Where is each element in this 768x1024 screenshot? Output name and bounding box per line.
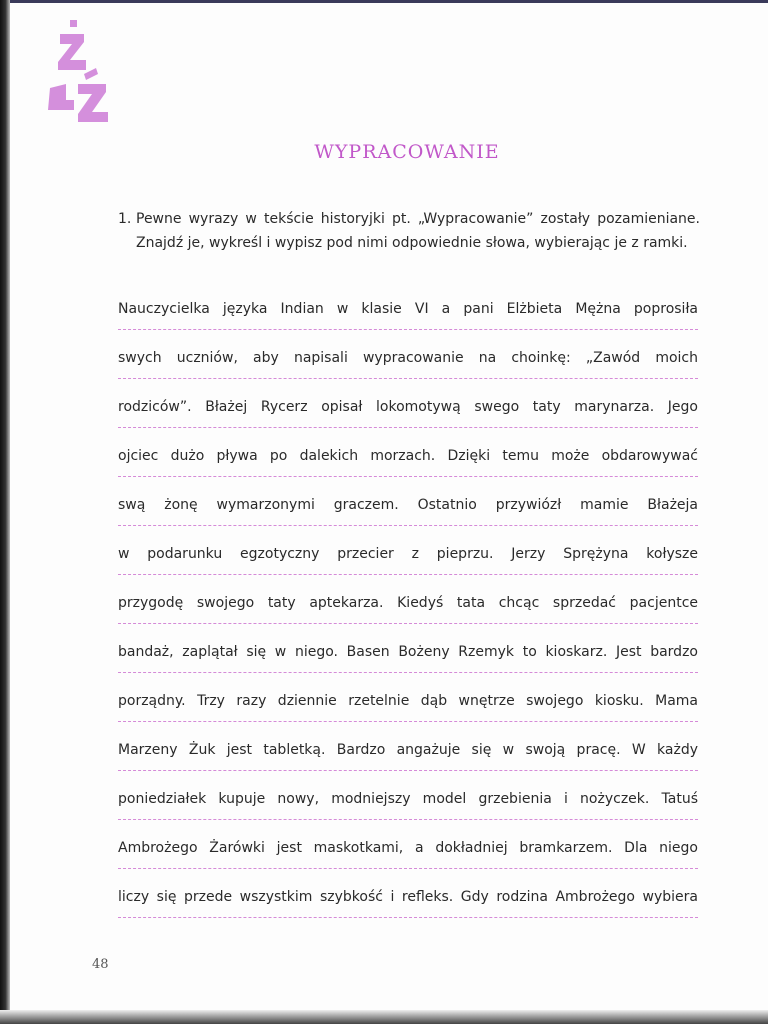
answer-write-line[interactable]	[118, 770, 698, 771]
answer-write-line[interactable]	[118, 427, 698, 428]
answer-write-line[interactable]	[118, 672, 698, 673]
answer-write-line[interactable]	[118, 721, 698, 722]
answer-write-line[interactable]	[118, 819, 698, 820]
story-line	[118, 639, 698, 688]
story-line-text: poniedziałek kupuje nowy, modniejszy model grzebienia i nożyczek. Tatuś	[118, 791, 698, 807]
story-line-text: bandaż, zaplątał się w niego. Basen Bożeny Rzemyk to kioskarz. Jest bardzo	[118, 644, 698, 660]
page-number: 48	[92, 957, 109, 972]
instruction-text: Pewne wyrazy w tekście historyjki pt. „Wypracowanie” zostały pozamieniane. Znajdź je, wykreśl i wypisz pod nimi odpowiednie słowa, wybierając je z ramki.	[136, 211, 700, 251]
story-line-text: Ambrożego Żarówki jest maskotkami, a dokładniej bramkarzem. Dla niego	[118, 840, 698, 856]
story-text	[118, 296, 698, 933]
story-line	[118, 443, 698, 492]
answer-write-line[interactable]	[118, 525, 698, 526]
story-line	[118, 737, 698, 786]
exercise-instruction	[118, 207, 700, 255]
story-line	[118, 541, 698, 590]
story-line	[118, 345, 698, 394]
answer-write-line[interactable]	[118, 329, 698, 330]
answer-write-line[interactable]	[118, 476, 698, 477]
story-line-text: swych uczniów, aby napisali wypracowanie na choinkę: „Zawód moich	[118, 350, 698, 366]
page-bottom-edge	[0, 1010, 768, 1024]
story-line-text: Marzeny Żuk jest tabletką. Bardzo angażuje się w swoją pracę. W każdy	[118, 742, 698, 758]
story-line-text: ojciec dużo pływa po dalekich morzach. Dzięki temu może obdarowywać	[118, 448, 698, 464]
story-line-text: swą żonę wymarzonymi graczem. Ostatnio przywiózł mamie Błażeja	[118, 497, 698, 513]
story-line	[118, 835, 698, 884]
story-line	[118, 492, 698, 541]
story-line	[118, 786, 698, 835]
answer-write-line[interactable]	[118, 378, 698, 379]
letter-z-glyphs-icon	[44, 18, 114, 128]
answer-write-line[interactable]	[118, 868, 698, 869]
story-line-text: przygodę swojego taty aptekarza. Kiedyś tata chcąc sprzedać pacjentce	[118, 595, 698, 611]
story-line-text: rodziców”. Błażej Rycerz opisał lokomotywą swego taty marynarza. Jego	[118, 399, 698, 415]
story-line	[118, 394, 698, 443]
story-line-text: Nauczycielka języka Indian w klasie VI a pani Elżbieta Mężna poprosiła	[118, 301, 698, 317]
answer-write-line[interactable]	[118, 623, 698, 624]
story-line	[118, 884, 698, 933]
page-title: WYPRACOWANIE	[314, 141, 500, 163]
story-line-text: porządny. Trzy razy dziennie rzetelnie dąb wnętrze swojego kiosku. Mama	[118, 693, 698, 709]
story-line-text: liczy się przede wszystkim szybkość i refleks. Gdy rodzina Ambrożego wybiera	[118, 889, 698, 905]
answer-write-line[interactable]	[118, 917, 698, 918]
exercise-number: 1.	[118, 211, 132, 227]
page-top-edge	[10, 0, 768, 3]
story-line	[118, 296, 698, 345]
answer-write-line[interactable]	[118, 574, 698, 575]
story-line	[118, 590, 698, 639]
story-line-text: w podarunku egzotyczny przecier z pieprzu. Jerzy Sprężyna kołysze	[118, 546, 698, 562]
story-line	[118, 688, 698, 737]
